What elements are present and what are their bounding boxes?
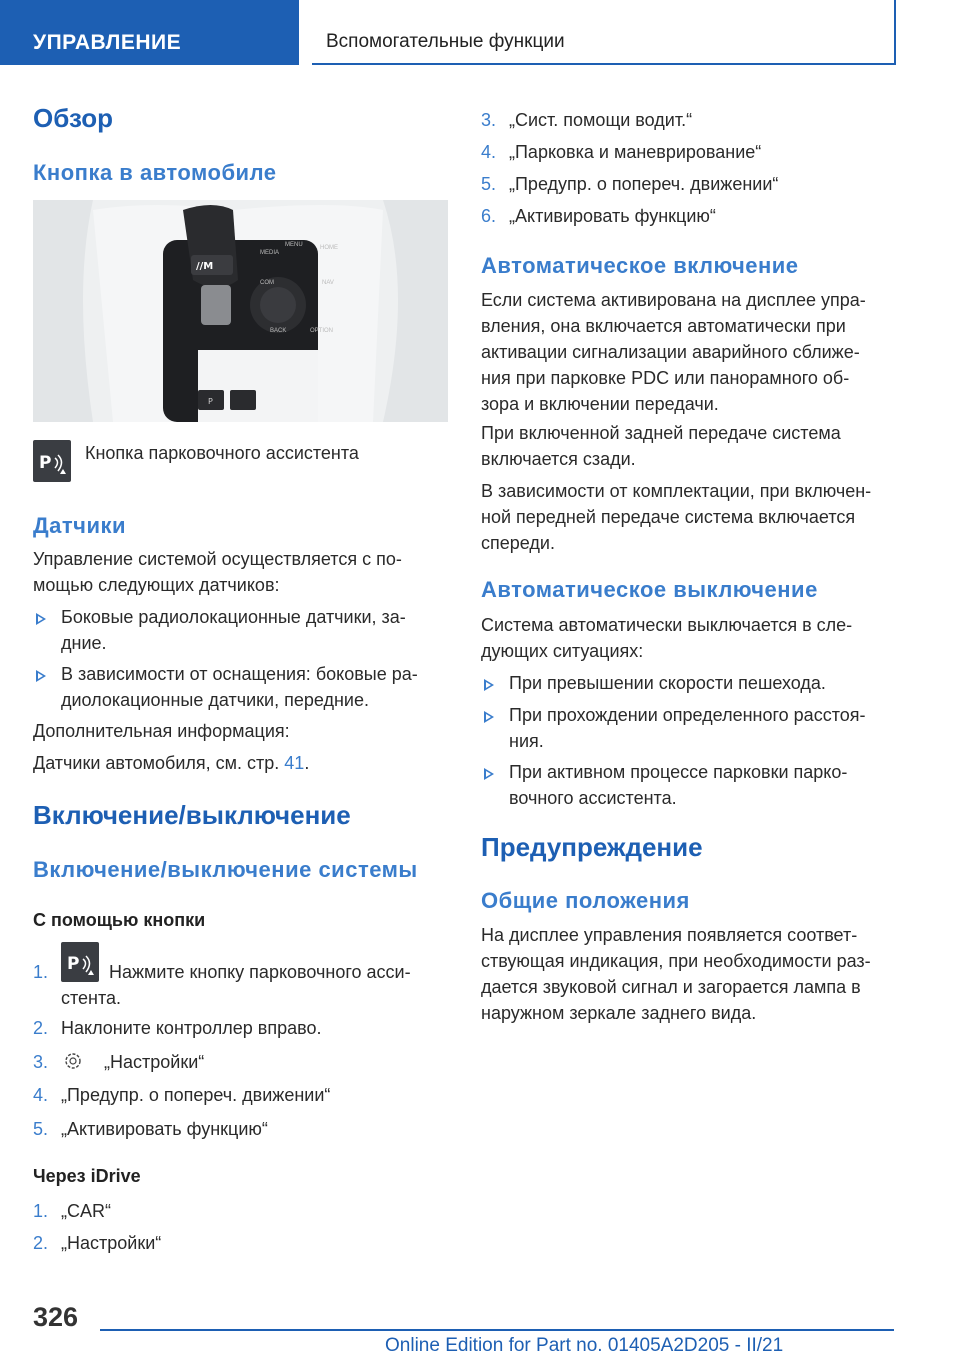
step-number: 6. <box>481 206 497 226</box>
edition-footer: Online Edition for Part no. 01405A2D205 - II/21 <box>385 1335 784 1356</box>
list-item <box>509 702 865 754</box>
step-number: 1. <box>33 1201 49 1221</box>
auto-off-heading: Автоматическое выключение <box>481 577 818 602</box>
sensors-heading: Датчики <box>33 513 127 538</box>
sensors-reference <box>33 750 309 776</box>
text-line: Если система активирована на дисплее упра- <box>481 290 866 310</box>
text-line: ной передней передаче система включается <box>481 507 856 527</box>
text-line: дующих ситуациях: <box>481 641 644 661</box>
general-heading: Общие положения <box>481 888 690 913</box>
text-line: наружном зеркале заднего вида. <box>481 1003 757 1023</box>
via-idrive-heading: Через iDrive <box>33 1166 141 1186</box>
reference-end: . <box>304 753 310 773</box>
button-in-vehicle-heading: Кнопка в автомобиле <box>33 160 277 185</box>
text-line: Боковые радиолокационные датчики, за- <box>61 607 406 627</box>
text-line: Управление системой осуществляется с по- <box>33 549 402 569</box>
text-line: ния. <box>509 731 544 751</box>
footer-divider <box>100 1329 894 1331</box>
parking-assistant-icon <box>61 942 99 982</box>
parking-assistant-icon <box>33 440 71 482</box>
text-line: ствующая индикация, при необходимости раз- <box>481 951 871 971</box>
text-line: При превышении скорости пешехода. <box>509 673 826 693</box>
step-number: 2. <box>33 1233 49 1253</box>
text-line: На дисплее управления появляется соответ- <box>481 925 858 945</box>
step-text: стента. <box>61 988 122 1008</box>
text-line: В зависимости от комплектации, при включен- <box>481 481 872 501</box>
text-line: При прохождении определенного расстоя- <box>509 705 866 725</box>
step-text: „Активировать функцию“ <box>61 1119 268 1139</box>
text-line: зора и включении передачи. <box>481 394 719 414</box>
onoff-heading: Включение/выключение <box>33 800 351 830</box>
step-number: 5. <box>33 1119 49 1139</box>
list-item <box>61 604 406 656</box>
page-number: 326 <box>33 1302 79 1332</box>
auto-on-paragraph <box>481 420 841 472</box>
controller-label: COM <box>260 280 274 286</box>
text-line: При включенной задней передаче система <box>481 423 841 443</box>
bullet-triangle-icon <box>36 613 46 625</box>
step-text: „Настройки“ <box>104 1052 205 1072</box>
svg-text:P: P <box>67 954 80 974</box>
sensors-paragraph <box>33 546 402 598</box>
text-line: спереди. <box>481 533 555 553</box>
text-line: В зависимости от оснащения: боковые ра- <box>61 664 418 684</box>
list-item <box>509 670 826 696</box>
controller-labels <box>260 242 370 334</box>
step-text: „Сист. помощи водит.“ <box>509 110 693 130</box>
text-line: дние. <box>61 633 107 653</box>
step-text: „CAR“ <box>61 1201 111 1221</box>
page-title: Обзор <box>33 103 113 133</box>
step-text: „Активировать функцию“ <box>509 206 716 226</box>
page-link[interactable]: 41 <box>284 753 305 773</box>
step-text: Наклоните контроллер вправо. <box>61 1018 322 1038</box>
onoff-system-heading: Включение/выключение системы <box>33 857 418 882</box>
controller-label: BACK <box>270 328 287 334</box>
chapter-header <box>312 0 896 65</box>
auto-on-heading: Автоматическое включение <box>481 253 799 278</box>
step-number: 3. <box>33 1052 49 1072</box>
controller-label: MEDIA <box>260 250 280 256</box>
general-paragraph <box>481 922 871 1026</box>
bullet-triangle-icon <box>36 670 46 682</box>
chapter-title: Вспомогательные функции <box>326 31 565 52</box>
step-text: „Парковка и маневрирование“ <box>509 142 762 162</box>
text-line: мощью следующих датчиков: <box>33 575 280 595</box>
step-number: 1. <box>33 962 49 982</box>
list-item <box>61 661 418 713</box>
bullet-triangle-icon <box>484 679 494 691</box>
step-number: 5. <box>481 174 497 194</box>
text-line: Система автоматически выключается в сле- <box>481 615 853 635</box>
svg-text://M: //M <box>196 261 214 272</box>
bullet-triangle-icon <box>484 768 494 780</box>
text-line: При активном процессе парковки парко- <box>509 762 848 782</box>
svg-text:P: P <box>39 453 52 473</box>
text-line: включается сзади. <box>481 449 636 469</box>
text-line: ния при парковке PDC или панорамного об- <box>481 368 850 388</box>
controller-label: MENU <box>285 242 303 248</box>
step-number: 4. <box>33 1085 49 1105</box>
text-line: активации сигнализации аварийного сближе- <box>481 342 860 362</box>
controller-label: OPTION <box>310 328 334 334</box>
auto-off-paragraph <box>481 612 852 664</box>
step-text: „Настройки“ <box>61 1233 162 1253</box>
more-info-label: Дополнительная информация: <box>33 721 290 741</box>
text-line: вления, она включается автоматически при <box>481 316 846 336</box>
warning-heading: Предупреждение <box>481 832 703 862</box>
text-line: вочного ассистента. <box>509 788 677 808</box>
auto-on-paragraph <box>481 478 871 556</box>
auto-on-paragraph <box>481 287 866 417</box>
text-line: диолокационные датчики, передние. <box>61 690 369 710</box>
step-text: Нажмите кнопку парковочного асси- <box>109 962 411 982</box>
settings-gear-icon <box>62 1050 84 1072</box>
reference-text: Датчики автомобиля, см. стр. <box>33 753 285 773</box>
svg-text:P: P <box>208 397 213 406</box>
controller-label: NAV <box>322 280 334 286</box>
controller-label: HOME <box>320 245 338 251</box>
step-text: „Предупр. о попереч. движении“ <box>509 174 779 194</box>
list-item <box>509 759 847 811</box>
by-button-heading: С помощью кнопки <box>33 910 206 930</box>
center-console-image <box>33 200 448 422</box>
step-text: „Предупр. о попереч. движении“ <box>61 1085 331 1105</box>
step-number: 2. <box>33 1018 49 1038</box>
section-title: УПРАВЛЕНИЕ <box>33 31 182 54</box>
image-caption: Кнопка парковочного ассистента <box>85 443 359 463</box>
step-number: 3. <box>481 110 497 130</box>
text-line: дается звуковой сигнал и загорается лампа в <box>481 977 861 997</box>
bullet-triangle-icon <box>484 711 494 723</box>
step-number: 4. <box>481 142 497 162</box>
section-tab <box>0 0 299 65</box>
